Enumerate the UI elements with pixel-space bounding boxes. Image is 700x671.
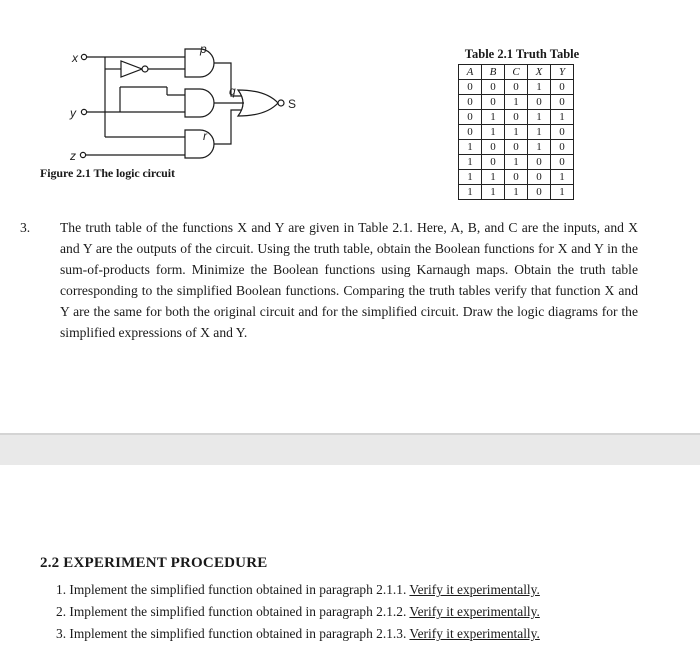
problem-3-paragraph [20, 217, 638, 343]
table-row [459, 80, 574, 95]
cell: 1 [459, 185, 482, 200]
cell: 0 [551, 80, 574, 95]
verify-link[interactable]: Verify it experimentally. [409, 626, 540, 641]
table-row [459, 125, 574, 140]
input-x-terminal [81, 54, 86, 59]
cell: 1 [528, 140, 551, 155]
cell: 0 [528, 170, 551, 185]
procedure-step [56, 625, 540, 647]
input-z-terminal [80, 152, 85, 157]
cell: 1 [459, 155, 482, 170]
header-b: B [482, 65, 505, 80]
table-row [459, 140, 574, 155]
cell: 1 [505, 95, 528, 110]
label-q: q [229, 84, 236, 98]
cell: 0 [482, 80, 505, 95]
procedure-step [56, 581, 540, 603]
cell: 0 [528, 185, 551, 200]
table-row [459, 155, 574, 170]
cell: 0 [551, 140, 574, 155]
cell: 1 [482, 185, 505, 200]
header-x: X [528, 65, 551, 80]
cell: 0 [459, 95, 482, 110]
output-s-terminal [278, 100, 284, 106]
truth-table-title: Table 2.1 Truth Table [464, 47, 580, 61]
cell: 0 [551, 95, 574, 110]
cell: 1 [551, 110, 574, 125]
cell: 0 [551, 155, 574, 170]
input-y-terminal [81, 109, 86, 114]
cell: 1 [505, 185, 528, 200]
cell: 0 [482, 95, 505, 110]
table-row [459, 185, 574, 200]
label-x: x [72, 51, 78, 65]
problem-text: The truth table of the functions X and Y are given in Table 2.1. Here, A, B, and C are the inputs, and X and Y are the outputs of the circuit. Using the truth table, obtain the Boolean functions for X and Y in the sum-of-products form. Minimize the Boolean functions using Karnaugh maps. Obtain the truth table corresponding to the simplified Boolean functions. Comparing the truth tables verify that function X and Y are the same for both the original circuit and for the simplified circuit. Draw the logic diagrams for the simplified expressions of X and Y. [60, 220, 638, 340]
figure-caption: Figure 2.1 The logic circuit [40, 166, 175, 180]
cell: 0 [482, 140, 505, 155]
cell: 1 [482, 170, 505, 185]
cell: 0 [459, 110, 482, 125]
cell: 0 [551, 125, 574, 140]
logic-circuit-diagram [30, 30, 320, 170]
table-row [459, 170, 574, 185]
truth-table-header-row [459, 65, 574, 80]
cell: 1 [551, 170, 574, 185]
cell: 0 [505, 110, 528, 125]
verify-link[interactable]: Verify it experimentally. [409, 604, 540, 619]
cell: 1 [505, 155, 528, 170]
and-gate-r [185, 130, 214, 158]
cell: 0 [528, 95, 551, 110]
cell: 1 [459, 140, 482, 155]
not-gate [121, 61, 142, 77]
table-row [459, 110, 574, 125]
and-gate-q [185, 89, 214, 117]
cell: 0 [505, 140, 528, 155]
step-text: 3. Implement the simplified function obtained in paragraph 2.1.3. [56, 626, 410, 641]
cell: 1 [482, 125, 505, 140]
procedure-steps [56, 581, 540, 647]
label-r: r [203, 129, 207, 143]
cell: 1 [505, 125, 528, 140]
cell: 1 [551, 185, 574, 200]
label-z: z [70, 149, 76, 163]
label-p: p [200, 42, 207, 56]
cell: 1 [459, 170, 482, 185]
cell: 0 [505, 170, 528, 185]
procedure-step [56, 603, 540, 625]
table-row [459, 95, 574, 110]
label-s: S [288, 97, 297, 111]
step-text: 2. Implement the simplified function obtained in paragraph 2.1.2. [56, 604, 410, 619]
step-text: 1. Implement the simplified function obtained in paragraph 2.1.1. [56, 582, 410, 597]
problem-number: 3. [20, 220, 31, 235]
cell: 0 [459, 80, 482, 95]
page-gap-shadow [0, 433, 700, 435]
section-title: 2.2 EXPERIMENT PROCEDURE [40, 555, 268, 571]
header-c: C [505, 65, 528, 80]
cell: 0 [528, 155, 551, 170]
page-gap [0, 433, 700, 465]
verify-link[interactable]: Verify it experimentally. [409, 582, 540, 597]
cell: 0 [505, 80, 528, 95]
header-a: A [459, 65, 482, 80]
cell: 1 [528, 125, 551, 140]
cell: 1 [482, 110, 505, 125]
cell: 1 [528, 110, 551, 125]
truth-table [458, 64, 574, 200]
header-y: Y [551, 65, 574, 80]
cell: 0 [482, 155, 505, 170]
cell: 0 [459, 125, 482, 140]
label-y: y [70, 106, 76, 120]
cell: 1 [528, 80, 551, 95]
